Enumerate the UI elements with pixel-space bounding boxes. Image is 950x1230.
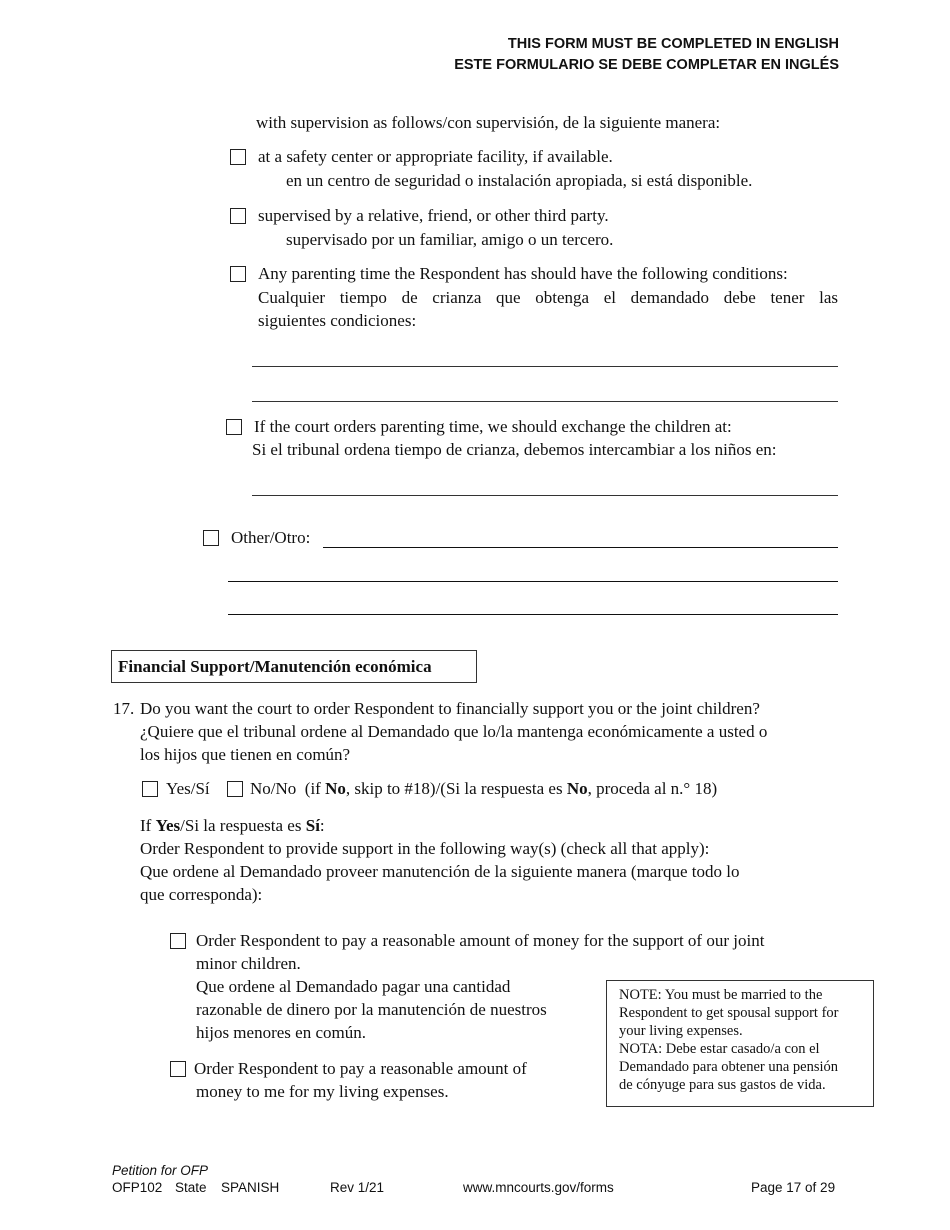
child-support-checkbox[interactable] [170, 933, 186, 949]
child-support-label-en-2: minor children. [196, 954, 301, 973]
other-fill-line-1[interactable] [323, 547, 838, 548]
child-support-label-es-2: razonable de dinero por la manutención de nuestros [196, 1000, 547, 1019]
relative-supervised-checkbox[interactable] [230, 208, 246, 224]
footer-page-number: Page 17 of 29 [751, 1180, 836, 1195]
yes-label: Yes/Sí [166, 779, 210, 798]
question-number: 17. [113, 699, 135, 718]
conditions-fill-line-1[interactable] [252, 366, 838, 367]
conditions-label-en: Any parenting time the Respondent has should have the following conditions: [258, 264, 788, 283]
order-instruction-es-2: que corresponda): [140, 885, 263, 904]
living-expenses-label-1: Order Respondent to pay a reasonable amount of [194, 1059, 527, 1078]
footer-state: State [175, 1180, 207, 1195]
question-17-es-1: ¿Quiere que el tribunal ordene al Demandado que lo/la mantenga económicamente a usted o [140, 722, 768, 741]
note-line-4: NOTA: Debe estar casado/a con el [619, 1041, 820, 1057]
safety-center-checkbox[interactable] [230, 149, 246, 165]
living-expenses-checkbox[interactable] [170, 1061, 186, 1077]
safety-center-label-en: at a safety center or appropriate facility, if available. [258, 147, 613, 166]
order-instruction-en: Order Respondent to provide support in the following way(s) (check all that apply): [140, 839, 710, 858]
footer-revision: Rev 1/21 [330, 1180, 385, 1195]
conditions-label-es-cont: siguientes condiciones: [258, 311, 417, 330]
footer-form-title: Petition for OFP [112, 1163, 209, 1178]
child-support-label-es-3: hijos menores en común. [196, 1023, 366, 1042]
exchange-label-en: If the court orders parenting time, we should exchange the children at: [254, 417, 732, 436]
question-17-en: Do you want the court to order Respondent to financially support you or the joint children? [140, 699, 760, 718]
spousal-support-note [606, 980, 874, 1107]
conditions-label-es: Cualquier tiempo de crianza que obtenga el demandado debe tener las [258, 288, 838, 307]
relative-supervised-label-es: supervisado por un familiar, amigo o un tercero. [286, 230, 614, 249]
section-title: Financial Support/Manutención económica [118, 657, 432, 676]
if-yes-label: If Yes/Si la respuesta es Sí: [140, 816, 325, 835]
order-instruction-es-1: Que ordene al Demandado proveer manutención de la siguiente manera (marque todo lo [140, 862, 740, 881]
note-line-2: Respondent to get spousal support for [619, 1005, 839, 1021]
footer-language: SPANISH [221, 1180, 280, 1195]
relative-supervised-label-en: supervised by a relative, friend, or other third party. [258, 206, 609, 225]
other-fill-line-3[interactable] [228, 614, 838, 615]
note-line-3: your living expenses. [619, 1023, 743, 1039]
exchange-checkbox[interactable] [226, 419, 242, 435]
header-english-notice: THIS FORM MUST BE COMPLETED IN ENGLISH [507, 36, 839, 52]
no-checkbox[interactable] [227, 781, 243, 797]
safety-center-label-es: en un centro de seguridad o instalación apropiada, si está disponible. [286, 171, 753, 190]
note-line-1: NOTE: You must be married to the [619, 987, 823, 1003]
child-support-label-en-1: Order Respondent to pay a reasonable amount of money for the support of our joint [196, 931, 765, 950]
other-label: Other/Otro: [231, 528, 311, 547]
footer-url[interactable]: www.mncourts.gov/forms [463, 1180, 614, 1195]
conditions-fill-line-2[interactable] [252, 401, 838, 402]
footer-form-code: OFP102 [112, 1180, 163, 1195]
note-line-6: de cónyuge para sus gastos de vida. [619, 1077, 826, 1093]
other-fill-line-2[interactable] [228, 581, 838, 582]
question-17-es-2: los hijos que tienen en común? [140, 745, 351, 764]
living-expenses-label-2: money to me for my living expenses. [196, 1082, 449, 1101]
header-spanish-notice: ESTE FORMULARIO SE DEBE COMPLETAR EN INGLÉS [454, 57, 839, 73]
exchange-label-es: Si el tribunal ordena tiempo de crianza, debemos intercambiar a los niños en: [252, 440, 777, 459]
conditions-checkbox[interactable] [230, 266, 246, 282]
no-label: No/No (if No, skip to #18)/(Si la respuesta es No, proceda al n.° 18) [250, 779, 718, 798]
child-support-label-es-1: Que ordene al Demandado pagar una cantidad [196, 977, 511, 996]
other-checkbox[interactable] [203, 530, 219, 546]
exchange-fill-line[interactable] [252, 495, 838, 496]
yes-checkbox[interactable] [142, 781, 158, 797]
note-line-5: Demandado para obtener una pensión [619, 1059, 839, 1075]
financial-support-section-header [111, 650, 477, 683]
supervision-intro: with supervision as follows/con supervisión, de la siguiente manera: [256, 113, 721, 132]
